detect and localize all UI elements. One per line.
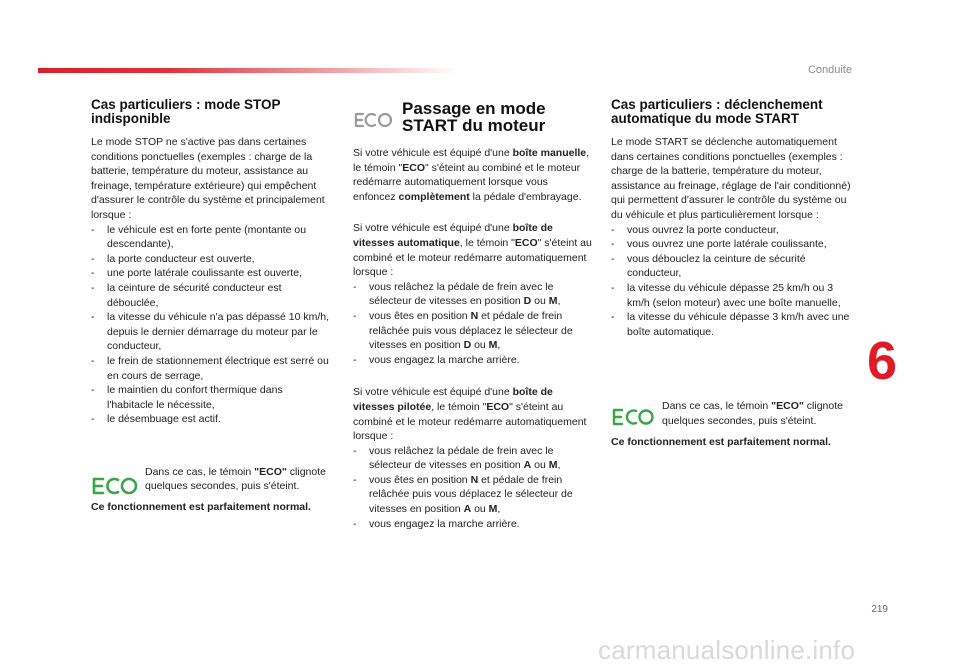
- list-item: - la porte conducteur est ouverte,: [91, 252, 331, 267]
- paragraph-piloted-gearbox: Si votre véhicule est équipé d'une boîte de vitesses pilotée, le témoin "ECO" s'éteint au combiné et le moteur redémarre automatiquement lorsque :: [353, 386, 587, 443]
- paragraph-start-intro: Le mode START se déclenche automatiquement dans certaines conditions ponctuelles (exemples : charge de la batterie, température du moteur, assistance au freinage, réglage de l'air conditionné) qui permettent d'assurer le contrôle du système ou du véhicule et plus particulièrement lorsque :: [611, 136, 851, 221]
- section-header: Conduite: [807, 64, 852, 76]
- list-item: - le frein de stationnement électrique est serré ou en cours de serrage,: [91, 354, 331, 383]
- list-item: - vous relâchez la pédale de frein avec le sélecteur de vitesses en position A ou M,: [353, 444, 593, 473]
- chapter-number: 6: [867, 331, 898, 391]
- list-item: - la vitesse du véhicule dépasse 3 km/h avec une boîte automatique.: [611, 310, 856, 339]
- list-item: - vous ouvrez la porte conducteur,: [611, 223, 856, 238]
- paragraph-manual-gearbox: Si votre véhicule est équipé d'une boîte manuelle, le témoin "ECO" s'éteint au combiné et le moteur redémarre automatiquement lorsque vous enfoncez complètement la pédale d'embrayage.: [353, 147, 590, 203]
- closing-note: Ce fonctionnement est parfaitement normal.: [611, 436, 831, 449]
- list-automatic-conditions: [353, 280, 593, 368]
- list-piloted-conditions: [353, 444, 593, 532]
- list-item: - la vitesse du véhicule dépasse 25 km/h ou 3 km/h (selon moteur) avec une boîte manuelle,: [611, 281, 856, 310]
- eco-indicator-green-icon: [91, 473, 139, 499]
- paragraph-automatic-gearbox: Si votre véhicule est équipé d'une boîte de vitesses automatique, le témoin "ECO" s'éteint au combiné et le moteur redémarre automatiquement lorsque :: [353, 222, 592, 279]
- paragraph-stop-intro: Le mode STOP ne s'active pas dans certaines conditions ponctuelles (exemples : charge de la batterie, température du moteur, assistance au freinage, température extérieure) qui empêchent d'assurer le contrôle du système et principalement lorsque :: [91, 136, 325, 221]
- eco-blink-note: Dans ce cas, le témoin "ECO" clignote quelques secondes, puis s'éteint.: [611, 399, 856, 429]
- heading-stop-unavailable: Cas particuliers : mode STOP indisponible: [91, 97, 281, 126]
- list-item: - vous êtes en position N et pédale de frein relâchée puis vous déplacez le sélecteur de vitesses en position D ou M,: [353, 309, 593, 353]
- list-item: - vous ouvrez une porte latérale coulissante,: [611, 237, 856, 252]
- list-item: - vous êtes en position N et pédale de frein relâchée puis vous déplacez le sélecteur de vitesses en position A ou M,: [353, 473, 593, 517]
- list-stop-conditions: [91, 223, 331, 427]
- list-item: - le maintien du confort thermique dans l'habitacle le nécessite,: [91, 383, 331, 412]
- list-start-conditions: [611, 223, 856, 340]
- eco-blink-note: Dans ce cas, le témoin "ECO" clignote quelques secondes, puis s'éteint.: [91, 465, 331, 499]
- list-item: - une porte latérale coulissante est ouverte,: [91, 266, 331, 281]
- list-item: - vous engagez la marche arrière.: [353, 353, 593, 368]
- column-stop-unavailable: [91, 98, 331, 514]
- list-item: - vous engagez la marche arrière.: [353, 517, 593, 532]
- header-accent-bar: [38, 68, 458, 73]
- list-item: - vous débouclez la ceinture de sécurité conducteur,: [611, 252, 856, 281]
- column-start-mode: [353, 100, 593, 531]
- list-item: - le désembuage est actif.: [91, 412, 331, 427]
- eco-indicator-green-icon: [611, 405, 655, 429]
- heading-start-mode: Passage en mode START du moteur: [402, 99, 546, 135]
- list-item: - le véhicule est en forte pente (montante ou descendante),: [91, 223, 331, 252]
- eco-indicator-gray-icon: [353, 109, 393, 131]
- heading-start-auto: Cas particuliers : déclenchement automatique du mode START: [611, 97, 823, 126]
- watermark: carmanualsonline.info: [598, 635, 856, 665]
- list-item: - vous relâchez la pédale de frein avec le sélecteur de vitesses en position D ou M,: [353, 280, 593, 309]
- page-number: 219: [871, 604, 888, 615]
- list-item: - la vitesse du véhicule n'a pas dépassé 10 km/h, depuis le dernier démarrage du moteur par le conducteur,: [91, 310, 331, 354]
- list-item: - la ceinture de sécurité conducteur est débouclée,: [91, 281, 331, 310]
- closing-note: Ce fonctionnement est parfaitement normal.: [91, 500, 311, 513]
- column-start-auto: [611, 98, 856, 450]
